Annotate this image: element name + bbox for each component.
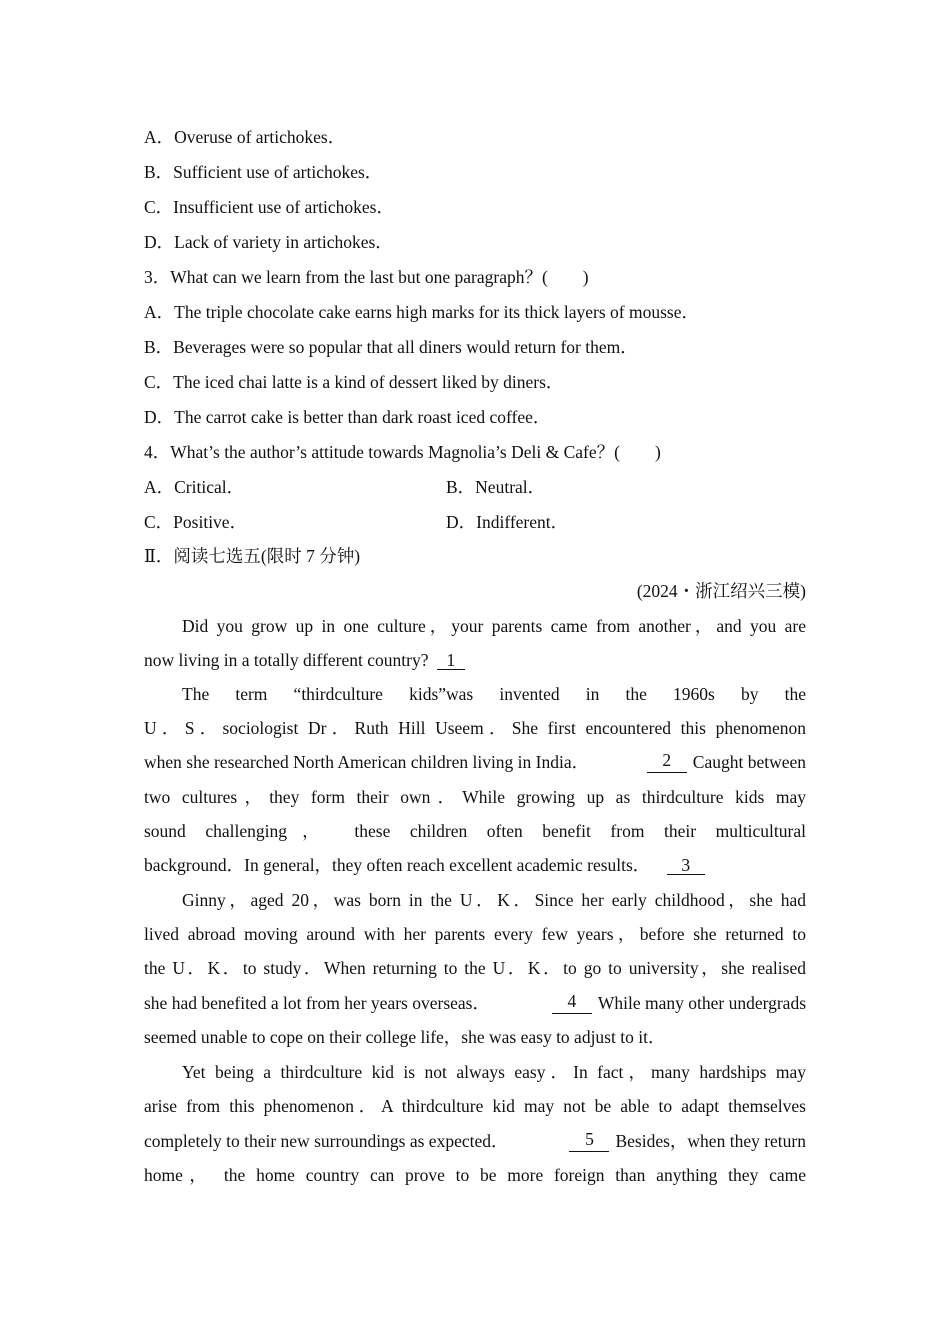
q3-option-a: A．The triple chocolate cake earns high marks for its thick layers of mousse．: [144, 302, 699, 322]
passage-line: [144, 992, 806, 1014]
passage-line: [144, 1130, 806, 1152]
q3-option-d: D．The carrot cake is better than dark roast iced coffee．: [144, 407, 551, 427]
q2-option-b: B．Sufficient use of artichokes．: [144, 162, 383, 182]
passage-line: U．S．sociologist Dr．Ruth Hill Useem．She first encountered this phenomenon: [144, 718, 806, 738]
answer-blank-2: 2: [647, 751, 687, 773]
section-heading: Ⅱ．阅读七选五(限时 7 分钟): [144, 546, 361, 566]
q3-option-c: C．The iced chai latte is a kind of dessert liked by diners．: [144, 372, 564, 392]
q2-option-d: D．Lack of variety in artichokes．: [144, 232, 393, 252]
passage-line: seemed unable to cope on their college life，she was easy to adjust to it．: [144, 1027, 666, 1047]
passage-text: completely to their new surroundings as expected．: [144, 1131, 509, 1151]
passage-line: home， the home country can prove to be more foreign than anything they came: [144, 1165, 806, 1185]
passage-text: now living in a totally different country?: [144, 650, 429, 670]
passage-line: the U．K．to study．When returning to the U．K．to go to university，she realised: [144, 958, 806, 978]
q3-stem: 3．What can we learn from the last but one paragraph？( ): [144, 267, 589, 287]
q4-option-d: D．Indifferent．: [446, 512, 569, 532]
passage-line: The term “thirdculture kids”was invented in the 1960s by the: [182, 684, 806, 704]
q4-option-a: A．Critical．: [144, 477, 245, 497]
answer-blank-5: 5: [569, 1130, 609, 1152]
passage-text: background．In general，they often reach excellent academic results．: [144, 855, 651, 875]
passage-line: Did you grow up in one culture，your parents came from another，and you are: [182, 616, 806, 636]
q4-stem: 4．What’s the author’s attitude towards Magnolia’s Deli & Cafe？( ): [144, 442, 661, 462]
q2-option-c: C．Insufficient use of artichokes．: [144, 197, 394, 217]
passage-text: Caught between: [692, 752, 806, 772]
passage-text: While many other undergrads: [597, 993, 806, 1013]
answer-blank-4: 4: [552, 992, 592, 1014]
passage-line: two cultures，they form their own．While growing up as thirdculture kids may: [144, 787, 806, 807]
q4-option-c: C．Positive．: [144, 512, 248, 532]
passage-text: when she researched North American children living in India．: [144, 752, 590, 772]
passage-line: [144, 854, 806, 876]
passage-line: Yet being a thirdculture kid is not always easy．In fact，many hardships may: [182, 1062, 806, 1082]
passage-line: lived abroad moving around with her parents every few years，before she returned to: [144, 924, 806, 944]
passage-line: [144, 649, 806, 671]
passage-line: sound challenging， these children often benefit from their multicultural: [144, 821, 806, 841]
passage-text: she had benefited a lot from her years overseas．: [144, 993, 490, 1013]
q4-option-b: B．Neutral．: [446, 477, 546, 497]
q2-option-a: A．Overuse of artichokes．: [144, 127, 346, 147]
passage-line: Ginny，aged 20，was born in the U．K．Since her early childhood，she had: [182, 890, 806, 910]
q3-option-b: B．Beverages were so popular that all diners would return for them．: [144, 337, 638, 357]
answer-blank-3: 3: [667, 856, 705, 875]
passage-line: [144, 751, 806, 773]
passage-text: Besides，when they return: [615, 1131, 806, 1151]
passage-source: (2024・浙江绍兴三模): [636, 581, 806, 601]
answer-blank-1: 1: [437, 651, 465, 670]
passage-line: arise from this phenomenon．A thirdculture kid may not be able to adapt themselves: [144, 1096, 806, 1116]
